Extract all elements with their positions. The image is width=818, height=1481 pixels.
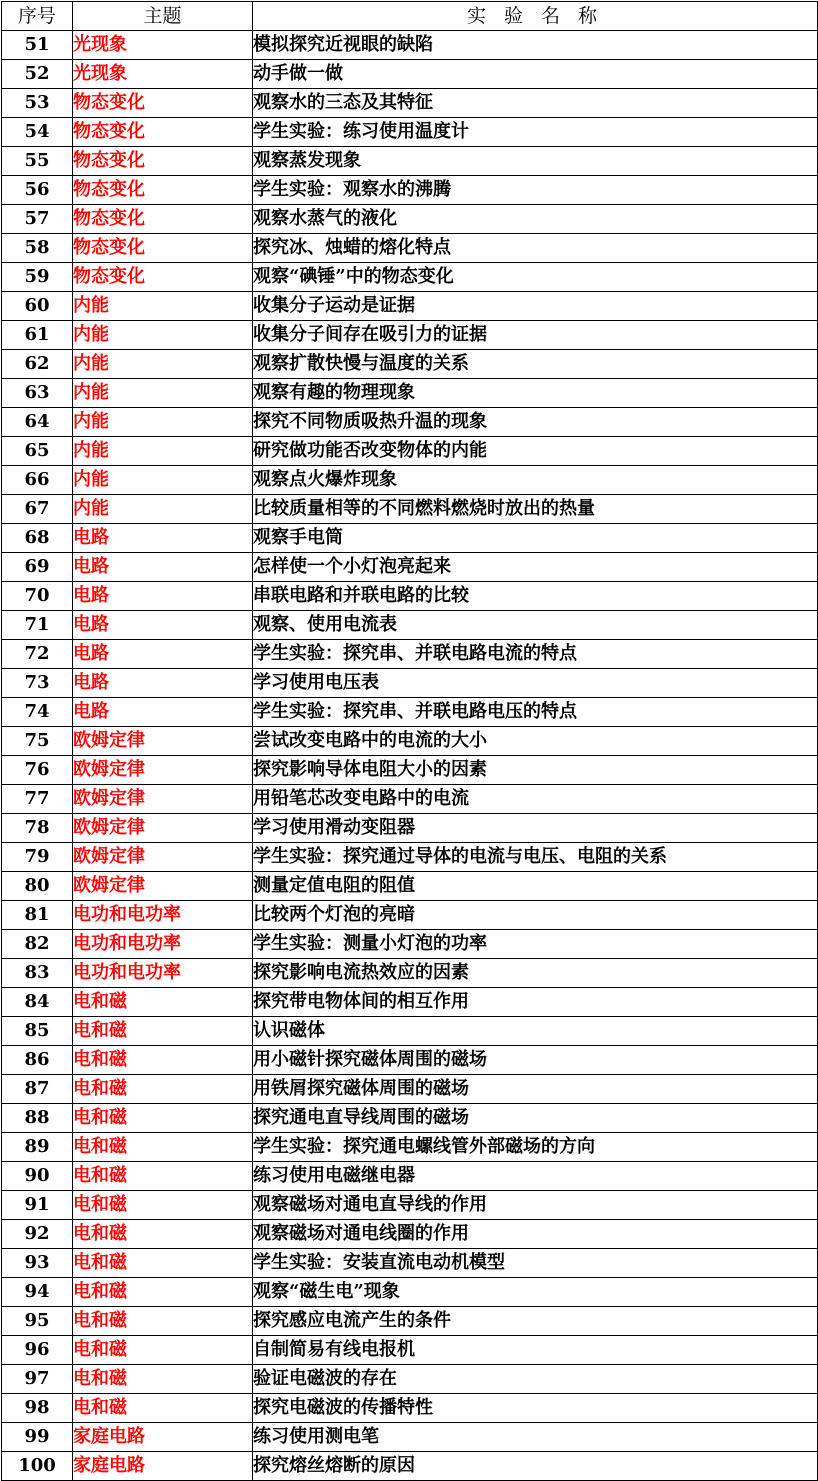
- table-row: [2, 611, 818, 640]
- table-row: [2, 843, 818, 872]
- row-experiment-name: 研究做功能否改变物体的内能: [253, 437, 818, 466]
- table-row: [2, 930, 818, 959]
- header-number: 序号: [2, 2, 73, 31]
- row-experiment-name: 探究电磁波的传播特性: [253, 1394, 818, 1423]
- row-number: 67: [2, 495, 73, 524]
- row-topic: 电和磁: [73, 1133, 253, 1162]
- table-row: [2, 176, 818, 205]
- row-number: 76: [2, 756, 73, 785]
- row-experiment-name: 探究带电物体间的相互作用: [253, 988, 818, 1017]
- row-experiment-name: 观察、使用电流表: [253, 611, 818, 640]
- row-experiment-name: 用铁屑探究磁体周围的磁场: [253, 1075, 818, 1104]
- row-number: 63: [2, 379, 73, 408]
- row-number: 97: [2, 1365, 73, 1394]
- table-row: [2, 727, 818, 756]
- row-topic: 电和磁: [73, 1394, 253, 1423]
- table-row: [2, 640, 818, 669]
- row-number: 98: [2, 1394, 73, 1423]
- row-number: 79: [2, 843, 73, 872]
- header-topic: 主题: [73, 2, 253, 31]
- row-topic: 电和磁: [73, 1336, 253, 1365]
- row-experiment-name: 探究冰、烛蜡的熔化特点: [253, 234, 818, 263]
- table-row: [2, 1423, 818, 1452]
- row-experiment-name: 观察水的三态及其特征: [253, 89, 818, 118]
- row-number: 69: [2, 553, 73, 582]
- header-row: [2, 2, 818, 31]
- row-experiment-name: 用铅笔芯改变电路中的电流: [253, 785, 818, 814]
- table-row: [2, 495, 818, 524]
- row-number: 77: [2, 785, 73, 814]
- row-topic: 内能: [73, 466, 253, 495]
- row-experiment-name: 尝试改变电路中的电流的大小: [253, 727, 818, 756]
- table-row: [2, 524, 818, 553]
- table-row: [2, 89, 818, 118]
- table-row: [2, 872, 818, 901]
- table-row: [2, 1278, 818, 1307]
- table-row: [2, 1452, 818, 1481]
- row-experiment-name: 比较质量相等的不同燃料燃烧时放出的热量: [253, 495, 818, 524]
- row-topic: 电和磁: [73, 1046, 253, 1075]
- row-number: 85: [2, 1017, 73, 1046]
- row-topic: 内能: [73, 350, 253, 379]
- row-topic: 欧姆定律: [73, 843, 253, 872]
- row-number: 74: [2, 698, 73, 727]
- table-row: [2, 901, 818, 930]
- row-number: 93: [2, 1249, 73, 1278]
- table-row: [2, 1162, 818, 1191]
- row-experiment-name: 观察水蒸气的液化: [253, 205, 818, 234]
- row-number: 86: [2, 1046, 73, 1075]
- row-number: 78: [2, 814, 73, 843]
- row-number: 83: [2, 959, 73, 988]
- row-experiment-name: 学生实验：探究通电螺线管外部磁场的方向: [253, 1133, 818, 1162]
- row-experiment-name: 探究影响导体电阻大小的因素: [253, 756, 818, 785]
- row-experiment-name: 观察磁场对通电线圈的作用: [253, 1220, 818, 1249]
- table-row: [2, 814, 818, 843]
- row-number: 80: [2, 872, 73, 901]
- row-topic: 家庭电路: [73, 1423, 253, 1452]
- row-topic: 光现象: [73, 31, 253, 60]
- row-experiment-name: 模拟探究近视眼的缺陷: [253, 31, 818, 60]
- row-topic: 欧姆定律: [73, 785, 253, 814]
- row-experiment-name: 观察“碘锤”中的物态变化: [253, 263, 818, 292]
- row-experiment-name: 收集分子间存在吸引力的证据: [253, 321, 818, 350]
- row-topic: 内能: [73, 292, 253, 321]
- row-experiment-name: 探究影响电流热效应的因素: [253, 959, 818, 988]
- table-row: [2, 1017, 818, 1046]
- row-topic: 电和磁: [73, 1162, 253, 1191]
- row-number: 62: [2, 350, 73, 379]
- row-number: 54: [2, 118, 73, 147]
- row-experiment-name: 学生实验：探究串、并联电路电压的特点: [253, 698, 818, 727]
- row-number: 99: [2, 1423, 73, 1452]
- table-row: [2, 1307, 818, 1336]
- row-number: 58: [2, 234, 73, 263]
- table-row: [2, 669, 818, 698]
- row-number: 82: [2, 930, 73, 959]
- row-topic: 内能: [73, 495, 253, 524]
- table-row: [2, 205, 818, 234]
- row-topic: 欧姆定律: [73, 814, 253, 843]
- row-number: 71: [2, 611, 73, 640]
- row-experiment-name: 学生实验：安装直流电动机模型: [253, 1249, 818, 1278]
- row-topic: 物态变化: [73, 205, 253, 234]
- table-row: [2, 118, 818, 147]
- row-experiment-name: 测量定值电阻的阻值: [253, 872, 818, 901]
- row-topic: 电和磁: [73, 1075, 253, 1104]
- row-number: 81: [2, 901, 73, 930]
- table-row: [2, 698, 818, 727]
- table-row: [2, 1191, 818, 1220]
- row-number: 52: [2, 60, 73, 89]
- row-experiment-name: 学生实验：测量小灯泡的功率: [253, 930, 818, 959]
- row-topic: 电功和电功率: [73, 930, 253, 959]
- row-experiment-name: 学生实验：探究串、并联电路电流的特点: [253, 640, 818, 669]
- row-number: 66: [2, 466, 73, 495]
- header-experiment-name: 实 验 名 称: [253, 2, 818, 31]
- row-number: 89: [2, 1133, 73, 1162]
- table-row: [2, 437, 818, 466]
- row-topic: 物态变化: [73, 176, 253, 205]
- table-row: [2, 292, 818, 321]
- experiment-table: [1, 1, 818, 1481]
- row-experiment-name: 观察点火爆炸现象: [253, 466, 818, 495]
- row-topic: 电和磁: [73, 1220, 253, 1249]
- row-experiment-name: 观察手电筒: [253, 524, 818, 553]
- row-experiment-name: 学生实验：探究通过导体的电流与电压、电阻的关系: [253, 843, 818, 872]
- row-topic: 光现象: [73, 60, 253, 89]
- table-row: [2, 959, 818, 988]
- row-topic: 电路: [73, 582, 253, 611]
- row-number: 90: [2, 1162, 73, 1191]
- row-experiment-name: 验证电磁波的存在: [253, 1365, 818, 1394]
- table-row: [2, 756, 818, 785]
- row-topic: 电路: [73, 611, 253, 640]
- row-number: 51: [2, 31, 73, 60]
- row-experiment-name: 学习使用电压表: [253, 669, 818, 698]
- table-row: [2, 1249, 818, 1278]
- row-number: 64: [2, 408, 73, 437]
- table-row: [2, 1394, 818, 1423]
- row-experiment-name: 自制简易有线电报机: [253, 1336, 818, 1365]
- table-row: [2, 1220, 818, 1249]
- row-experiment-name: 观察蒸发现象: [253, 147, 818, 176]
- row-topic: 物态变化: [73, 263, 253, 292]
- table-row: [2, 1365, 818, 1394]
- row-number: 91: [2, 1191, 73, 1220]
- row-topic: 内能: [73, 379, 253, 408]
- row-topic: 电路: [73, 698, 253, 727]
- table-row: [2, 1075, 818, 1104]
- row-number: 65: [2, 437, 73, 466]
- row-topic: 电和磁: [73, 1249, 253, 1278]
- row-experiment-name: 学习使用滑动变阻器: [253, 814, 818, 843]
- row-experiment-name: 认识磁体: [253, 1017, 818, 1046]
- row-topic: 欧姆定律: [73, 756, 253, 785]
- row-number: 84: [2, 988, 73, 1017]
- row-topic: 电和磁: [73, 1307, 253, 1336]
- table-row: [2, 350, 818, 379]
- row-number: 94: [2, 1278, 73, 1307]
- row-topic: 电和磁: [73, 1191, 253, 1220]
- table-row: [2, 1046, 818, 1075]
- table-row: [2, 408, 818, 437]
- row-number: 92: [2, 1220, 73, 1249]
- row-experiment-name: 学生实验：观察水的沸腾: [253, 176, 818, 205]
- table-row: [2, 31, 818, 60]
- row-experiment-name: 观察有趣的物理现象: [253, 379, 818, 408]
- row-topic: 电功和电功率: [73, 901, 253, 930]
- row-topic: 内能: [73, 437, 253, 466]
- row-number: 61: [2, 321, 73, 350]
- row-number: 100: [2, 1452, 73, 1481]
- row-experiment-name: 学生实验：练习使用温度计: [253, 118, 818, 147]
- row-topic: 电功和电功率: [73, 959, 253, 988]
- row-experiment-name: 探究不同物质吸热升温的现象: [253, 408, 818, 437]
- table-row: [2, 1133, 818, 1162]
- row-number: 57: [2, 205, 73, 234]
- table-row: [2, 379, 818, 408]
- row-topic: 欧姆定律: [73, 727, 253, 756]
- row-experiment-name: 探究感应电流产生的条件: [253, 1307, 818, 1336]
- row-experiment-name: 练习使用电磁继电器: [253, 1162, 818, 1191]
- row-topic: 物态变化: [73, 118, 253, 147]
- row-number: 96: [2, 1336, 73, 1365]
- row-experiment-name: 动手做一做: [253, 60, 818, 89]
- row-experiment-name: 探究通电直导线周围的磁场: [253, 1104, 818, 1133]
- row-topic: 内能: [73, 321, 253, 350]
- row-number: 88: [2, 1104, 73, 1133]
- row-number: 95: [2, 1307, 73, 1336]
- row-experiment-name: 比较两个灯泡的亮暗: [253, 901, 818, 930]
- row-number: 72: [2, 640, 73, 669]
- row-experiment-name: 探究熔丝熔断的原因: [253, 1452, 818, 1481]
- row-topic: 家庭电路: [73, 1452, 253, 1481]
- table-row: [2, 466, 818, 495]
- row-number: 56: [2, 176, 73, 205]
- row-number: 53: [2, 89, 73, 118]
- table-row: [2, 785, 818, 814]
- row-topic: 电和磁: [73, 988, 253, 1017]
- table-row: [2, 234, 818, 263]
- row-experiment-name: 观察“磁生电”现象: [253, 1278, 818, 1307]
- row-topic: 物态变化: [73, 147, 253, 176]
- row-topic: 电路: [73, 524, 253, 553]
- table-row: [2, 321, 818, 350]
- table-row: [2, 988, 818, 1017]
- row-number: 75: [2, 727, 73, 756]
- row-number: 60: [2, 292, 73, 321]
- table-row: [2, 582, 818, 611]
- row-topic: 电和磁: [73, 1017, 253, 1046]
- table-row: [2, 60, 818, 89]
- row-number: 87: [2, 1075, 73, 1104]
- row-topic: 电路: [73, 553, 253, 582]
- table-row: [2, 147, 818, 176]
- row-topic: 电和磁: [73, 1278, 253, 1307]
- row-number: 70: [2, 582, 73, 611]
- row-topic: 欧姆定律: [73, 872, 253, 901]
- row-number: 59: [2, 263, 73, 292]
- row-topic: 电路: [73, 640, 253, 669]
- row-topic: 电和磁: [73, 1365, 253, 1394]
- table-row: [2, 263, 818, 292]
- row-topic: 内能: [73, 408, 253, 437]
- row-number: 68: [2, 524, 73, 553]
- row-topic: 物态变化: [73, 89, 253, 118]
- row-experiment-name: 练习使用测电笔: [253, 1423, 818, 1452]
- row-number: 55: [2, 147, 73, 176]
- row-experiment-name: 观察磁场对通电直导线的作用: [253, 1191, 818, 1220]
- row-experiment-name: 收集分子运动是证据: [253, 292, 818, 321]
- row-number: 73: [2, 669, 73, 698]
- row-experiment-name: 怎样使一个小灯泡亮起来: [253, 553, 818, 582]
- table-body: [2, 31, 818, 1481]
- table-row: [2, 553, 818, 582]
- row-topic: 物态变化: [73, 234, 253, 263]
- row-experiment-name: 串联电路和并联电路的比较: [253, 582, 818, 611]
- row-topic: 电和磁: [73, 1104, 253, 1133]
- table-row: [2, 1336, 818, 1365]
- table-row: [2, 1104, 818, 1133]
- row-topic: 电路: [73, 669, 253, 698]
- row-experiment-name: 用小磁针探究磁体周围的磁场: [253, 1046, 818, 1075]
- row-experiment-name: 观察扩散快慢与温度的关系: [253, 350, 818, 379]
